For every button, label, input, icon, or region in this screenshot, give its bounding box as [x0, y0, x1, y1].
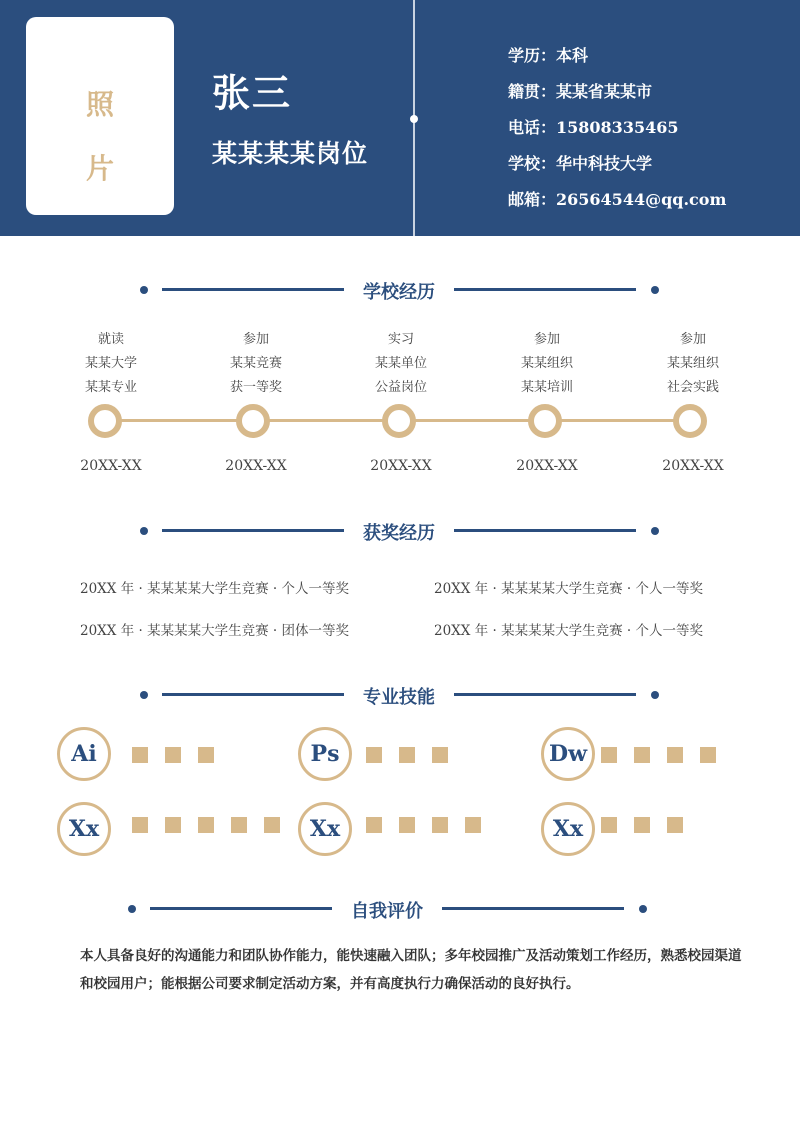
info-label: 学校：	[508, 154, 557, 173]
skill-level-square	[366, 817, 382, 833]
info-value: 华中科技大学	[556, 154, 653, 173]
skill-level-square	[432, 817, 448, 833]
skill-badge: Xx	[541, 802, 595, 856]
section-line-left	[150, 907, 332, 910]
timeline-date: 20XX-XX	[225, 458, 287, 474]
skill-badge: Ps	[298, 727, 352, 781]
section-dot-left	[140, 286, 148, 294]
info-school	[508, 151, 652, 174]
section-line-right	[454, 288, 636, 291]
skill-level-square	[132, 747, 148, 763]
info-education	[508, 43, 588, 66]
skill-level-square	[132, 817, 148, 833]
timeline-date: 20XX-XX	[80, 458, 142, 474]
award-item: 20XX 年 · 某某某某大学生竞赛 · 团体一等奖	[80, 623, 349, 639]
section-line-left	[162, 693, 344, 696]
info-label: 电话：	[508, 118, 557, 137]
section-line-right	[442, 907, 624, 910]
skill-level-square	[264, 817, 280, 833]
award-item: 20XX 年 · 某某某某大学生竞赛 · 个人一等奖	[434, 623, 703, 639]
self-evaluation-text: 本人具备良好的沟通能力和团队协作能力，能快速融入团队；多年校园推广及活动策划工作经历，熟悉校园渠道和校园用户；能根据公司要求制定活动方案，并有高度执行力确保活动的良好执行。	[80, 948, 742, 992]
section-dot-right	[651, 527, 659, 535]
section-dot-left	[128, 905, 136, 913]
section-title-evaluation: 自我评价	[351, 901, 423, 922]
section-line-right	[454, 693, 636, 696]
header-divider-dot	[410, 115, 418, 123]
photo-placeholder	[26, 17, 174, 215]
timeline-item-text: 就读 某某大学 某某专业	[84, 332, 137, 395]
timeline-node	[528, 404, 562, 438]
timeline-node	[236, 404, 270, 438]
timeline-item-text: 实习 某某单位 公益岗位	[374, 332, 427, 395]
skill-level-square	[399, 817, 415, 833]
timeline-item-text: 参加 某某组织 社会实践	[666, 332, 719, 395]
timeline-node	[382, 404, 416, 438]
timeline-node	[88, 404, 122, 438]
timeline-item-text: 参加 某某竞赛 获一等奖	[229, 332, 282, 395]
skill-level-square	[198, 817, 214, 833]
skill-level-square	[601, 817, 617, 833]
photo-label-2: 片	[85, 152, 114, 185]
award-item: 20XX 年 · 某某某某大学生竞赛 · 个人一等奖	[80, 581, 349, 597]
skill-level-square	[165, 747, 181, 763]
section-line-left	[162, 288, 344, 291]
info-label: 邮箱：	[508, 190, 557, 209]
skill-level-square	[198, 747, 214, 763]
section-dot-left	[140, 527, 148, 535]
info-value: 15808335465	[556, 118, 679, 137]
skill-level-square	[634, 747, 650, 763]
photo-label-1: 照	[85, 88, 114, 121]
info-email	[508, 187, 726, 210]
section-dot-right	[651, 691, 659, 699]
header-banner	[0, 0, 800, 236]
info-hometown	[508, 79, 652, 102]
timeline-date: 20XX-XX	[662, 458, 724, 474]
timeline-date: 20XX-XX	[370, 458, 432, 474]
skill-level-square	[399, 747, 415, 763]
award-item: 20XX 年 · 某某某某大学生竞赛 · 个人一等奖	[434, 581, 703, 597]
timeline-date: 20XX-XX	[516, 458, 578, 474]
skill-level-square	[667, 817, 683, 833]
section-title-awards: 获奖经历	[363, 523, 435, 544]
info-value: 本科	[556, 46, 589, 65]
section-line-left	[162, 529, 344, 532]
info-value: 26564544@qq.com	[556, 190, 727, 209]
skill-level-square	[465, 817, 481, 833]
person-name: 张三	[212, 70, 293, 115]
section-title-skills: 专业技能	[363, 687, 435, 708]
job-position: 某某某某岗位	[212, 139, 369, 168]
skill-level-square	[601, 747, 617, 763]
skill-badge: Xx	[57, 802, 111, 856]
skill-badge: Ai	[57, 727, 111, 781]
skill-level-square	[700, 747, 716, 763]
section-line-right	[454, 529, 636, 532]
skill-level-square	[165, 817, 181, 833]
skill-badge: Dw	[541, 727, 595, 781]
skill-level-square	[667, 747, 683, 763]
info-label: 籍贯：	[508, 82, 557, 101]
skill-level-square	[432, 747, 448, 763]
info-label: 学历：	[508, 46, 557, 65]
skill-level-square	[231, 817, 247, 833]
info-phone	[508, 115, 678, 138]
info-value: 某某省某某市	[556, 82, 653, 101]
section-dot-left	[140, 691, 148, 699]
skill-level-square	[366, 747, 382, 763]
timeline-node	[673, 404, 707, 438]
timeline-item-text: 参加 某某组织 某某培训	[520, 332, 573, 395]
skill-level-square	[634, 817, 650, 833]
section-dot-right	[651, 286, 659, 294]
section-dot-right	[639, 905, 647, 913]
section-title-school: 学校经历	[363, 282, 435, 303]
skill-badge: Xx	[298, 802, 352, 856]
